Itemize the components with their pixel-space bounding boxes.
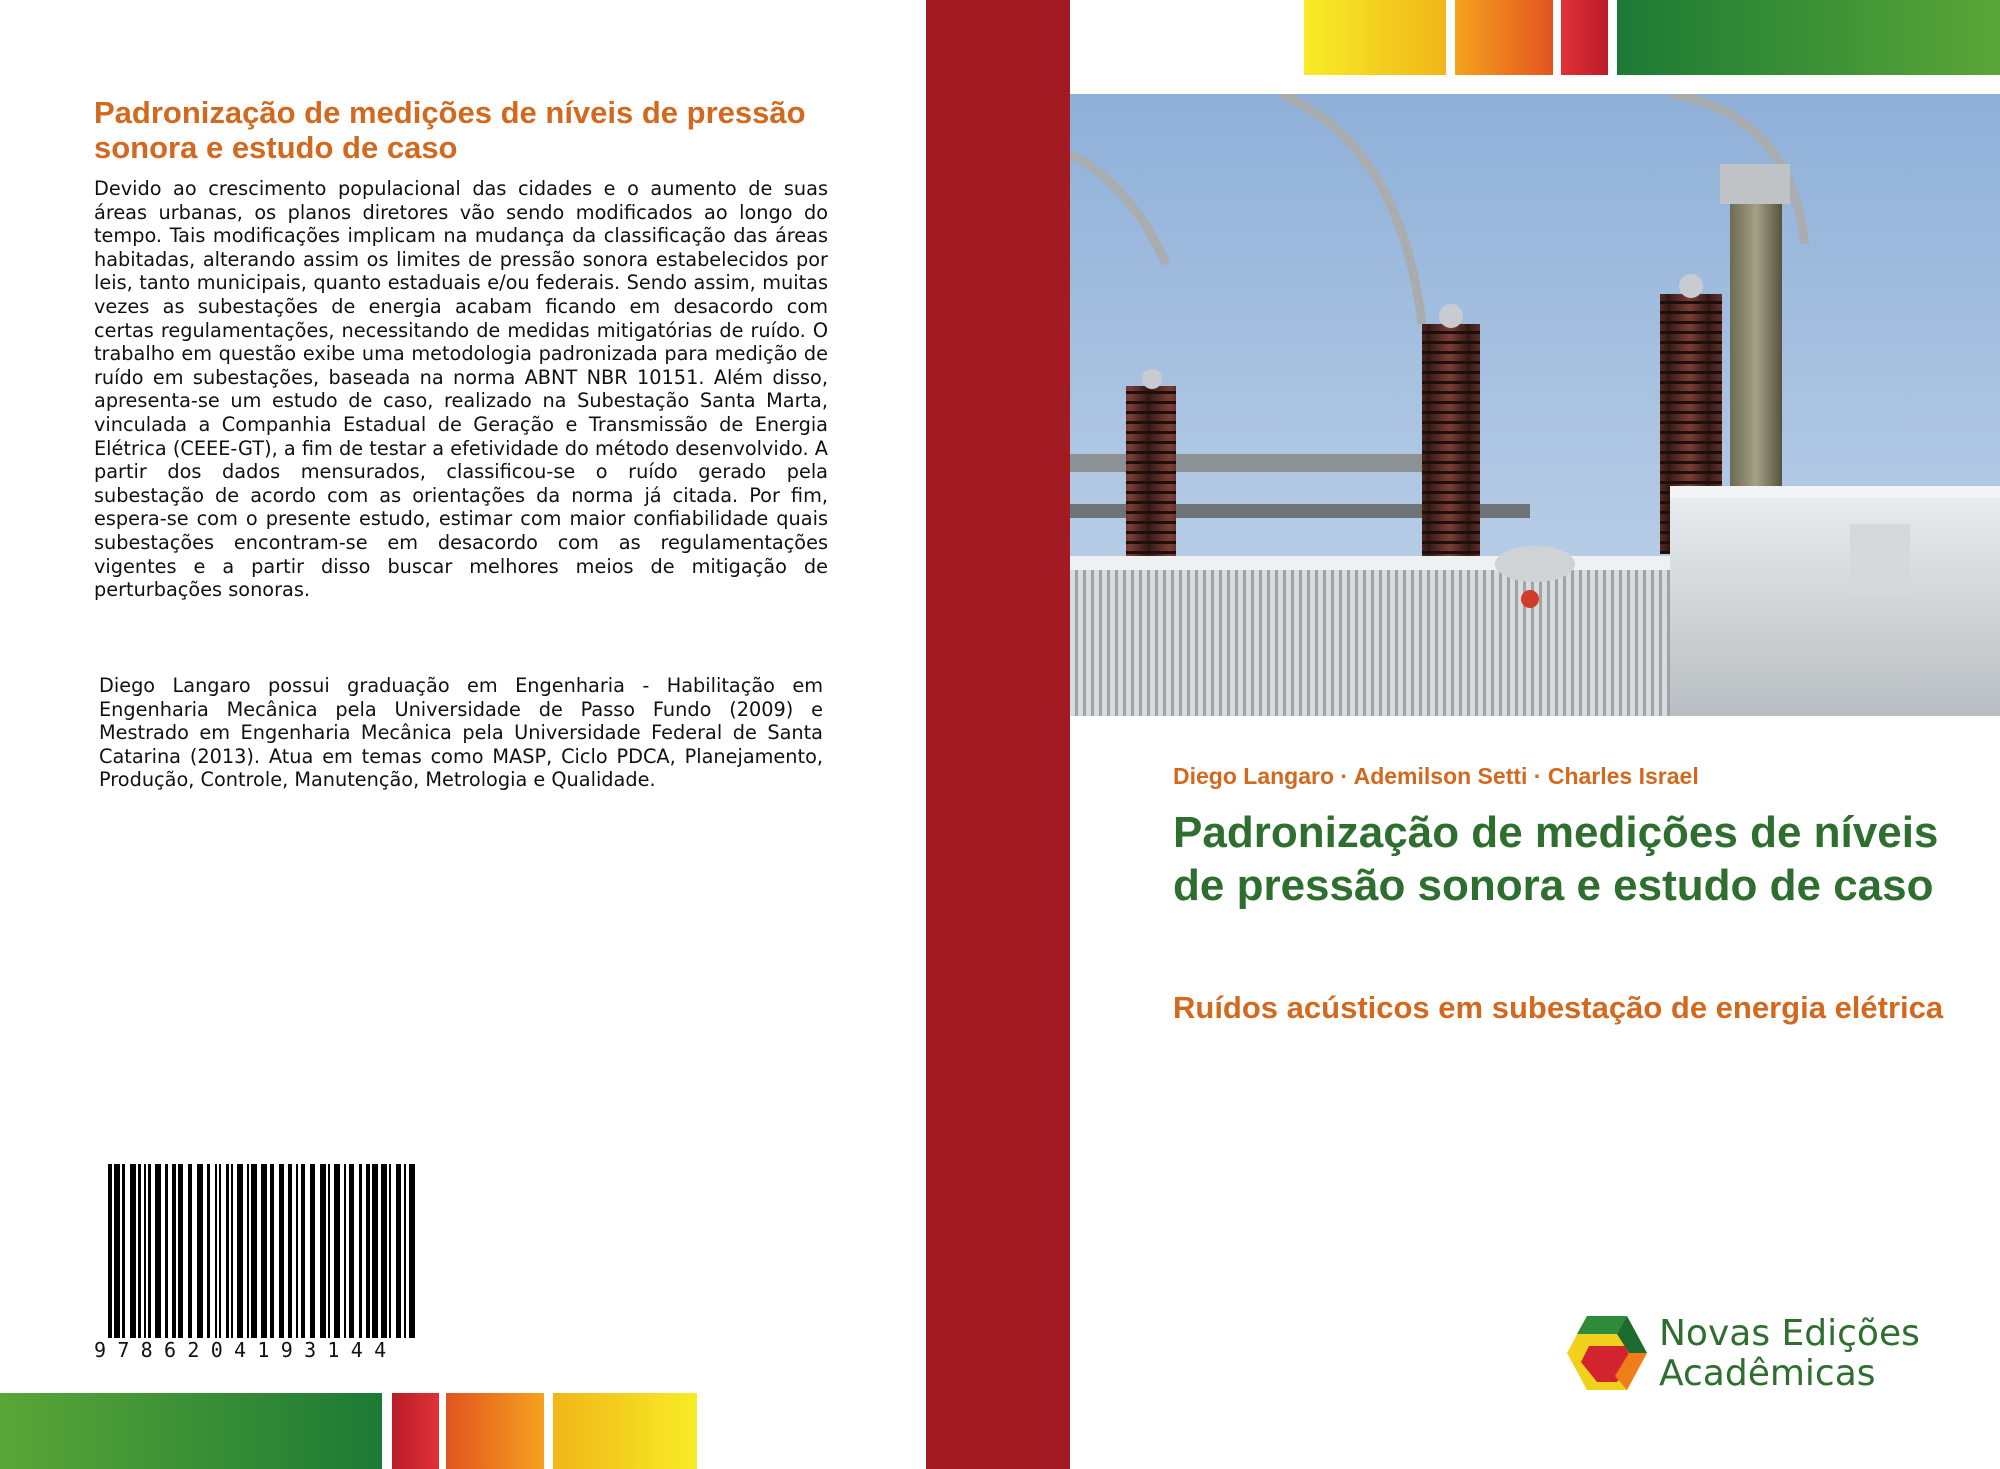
- barcode-bar: [396, 1164, 401, 1338]
- barcode-bar: [138, 1164, 141, 1338]
- isbn-barcode: [94, 1158, 434, 1373]
- barcode-bar: [328, 1164, 330, 1338]
- top-color-bar-green: [1617, 0, 2000, 75]
- barcode-bar: [409, 1164, 415, 1338]
- cover-photo-substation: [1070, 94, 2000, 716]
- publisher-block: [1567, 1310, 1967, 1400]
- back-cover-description: Devido ao crescimento populacional das cidades e o aumento de suas áreas urbanas, os planos diretores vão sendo modificados ao longo do tempo. Tais modificações implicam na mudança da classificação das áreas habitadas, alterando assim os limites de pressão sonora estabelecidos por leis, tanto municipais, quanto estaduais e/ou federais. Sendo assim, muitas vezes as subestações de energia acabam ficando em desacordo com certas regulamentações, necessitando de medidas mitigatórias de ruído. O trabalho em questão exibe uma metodologia padronizada para medição de ruído em subestações, baseada na norma ABNT NBR 10151. Além disso, apresenta-se um estudo de caso, realizado na Subestação Santa Marta, vinculada a Companhia Estadual de Geração e Transmissão de Energia Elétrica (CEEE-GT), a fim de testar a efetividade do método desenvolvido. A partir dos dados mensurados, classificou-se o ruído gerado pela subestação de acordo com as orientações da norma já citada. Por fim, espera-se com o presente estudo, estimar com maior confiabilidade quais subestações encontram-se em desacordo com as regulamentações vigentes e a partir disso buscar melhores meios de mitigação de perturbações sonoras.: [94, 177, 828, 602]
- back-cover-title: Padronização de medições de níveis de pressão sonora e estudo de caso: [94, 95, 806, 165]
- barcode-bar: [144, 1164, 146, 1338]
- barcode-bar: [215, 1164, 217, 1338]
- publisher-name: [1659, 1314, 1969, 1394]
- barcode-bar: [349, 1164, 354, 1338]
- barcode-bar: [310, 1164, 315, 1338]
- author-bio: Diego Langaro possui graduação em Engenharia - Habilitação em Engenharia Mecânica pela Universidade de Passo Fundo (2009) e Mestrado em Engenharia Mecânica pela Universidade Federal de Santa Catarina (2013). Atua em temas como MASP, Ciclo PDCA, Planejamento, Produção, Controle, Manutenção, Metrologia e Qualidade.: [99, 674, 823, 792]
- barcode-bar: [178, 1164, 183, 1338]
- barcode-bar: [320, 1164, 326, 1338]
- barcode-bar: [372, 1164, 378, 1338]
- barcode-bar: [108, 1164, 112, 1338]
- barcode-bar: [188, 1164, 192, 1338]
- barcode-bar: [404, 1164, 406, 1338]
- bottom-color-bar-green: [0, 1393, 382, 1469]
- barcode-bar: [122, 1164, 125, 1338]
- barcode-bar: [237, 1164, 243, 1338]
- barcode-bar: [130, 1164, 136, 1338]
- barcode-bar: [296, 1164, 298, 1338]
- barcode-bar: [219, 1164, 221, 1338]
- book-spine: [926, 0, 1070, 1469]
- barcode-bar: [301, 1164, 305, 1338]
- barcode-bar: [165, 1164, 168, 1338]
- barcode-bar: [261, 1164, 267, 1338]
- cover-authors: Diego Langaro · Ademilson Setti · Charles Israel: [1173, 763, 1699, 789]
- back-cover: [0, 0, 926, 1469]
- front-cover: [1070, 0, 2000, 1469]
- barcode-bar: [247, 1164, 249, 1338]
- barcode-bar: [288, 1164, 292, 1338]
- barcode-bar: [279, 1164, 284, 1338]
- barcode-bar: [251, 1164, 257, 1338]
- barcode-bars: [108, 1164, 420, 1338]
- barcode-digits: 9786204193144: [94, 1338, 398, 1362]
- barcode-bar: [226, 1164, 229, 1338]
- publisher-name-line2: Acadêmicas: [1659, 1353, 1876, 1394]
- barcode-bar: [270, 1164, 274, 1338]
- barcode-bar: [114, 1164, 120, 1338]
- barcode-bar: [359, 1164, 362, 1338]
- barcode-bar: [366, 1164, 370, 1338]
- barcode-bar: [231, 1164, 233, 1338]
- top-color-bar-orange: [1455, 0, 1553, 75]
- cover-subtitle: Ruídos acústicos em subestação de energia elétrica: [1173, 990, 1944, 1025]
- cover-title: Padronização de medições de níveis de pressão sonora e estudo de caso: [1173, 808, 1939, 910]
- barcode-bar: [334, 1164, 340, 1338]
- barcode-bar: [197, 1164, 203, 1338]
- barcode-bar: [172, 1164, 176, 1338]
- top-color-bar-yellow: [1304, 0, 1446, 75]
- barcode-bar: [381, 1164, 387, 1338]
- barcode-bar: [344, 1164, 346, 1338]
- publisher-logo-icon: [1567, 1316, 1647, 1390]
- barcode-bar: [155, 1164, 161, 1338]
- bottom-color-bar-orange: [446, 1393, 544, 1469]
- bottom-color-bar-yellow: [553, 1393, 697, 1469]
- top-color-bar-red: [1561, 0, 1608, 75]
- bottom-color-bar-red: [392, 1393, 439, 1469]
- barcode-bar: [389, 1164, 391, 1338]
- barcode-bar: [148, 1164, 151, 1338]
- barcode-bar: [207, 1164, 210, 1338]
- publisher-name-line1: Novas Edições: [1659, 1313, 1920, 1354]
